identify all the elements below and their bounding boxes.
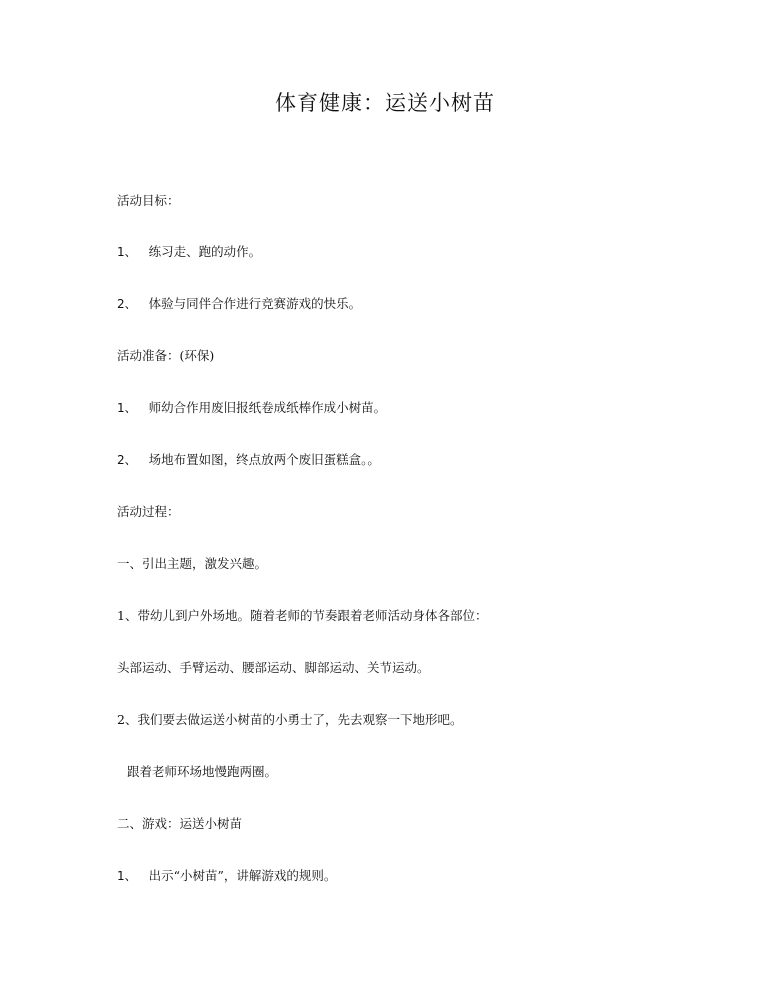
prep-item-2 [117, 451, 380, 469]
goal-item-2-text: 体验与同伴合作进行竞赛游戏的快乐。 [148, 296, 362, 311]
prep-item-2-text: 场地布置如图，终点放两个废旧蛋糕盒。。 [148, 452, 380, 467]
goal-item-2-number: 2、 [117, 297, 137, 311]
step-1-heading: 一、引出主题，激发兴趣。 [117, 556, 268, 571]
step-1-item-2: 2、我们要去做运送小树苗的小勇士了，先去观察一下地形吧。 [117, 712, 463, 727]
goal-item-1-text: 练习走、跑的动作。 [148, 244, 262, 259]
step-2-item-1 [117, 867, 336, 885]
step-2-heading: 二、游戏：运送小树苗 [117, 816, 243, 831]
step-1-item-2-continuation: 跟着老师环场地慢跑两圈。 [127, 764, 278, 779]
prep-item-2-number: 2、 [117, 453, 137, 467]
process-heading: 活动过程： [117, 504, 180, 519]
goal-item-2 [117, 295, 361, 313]
prep-item-1 [117, 399, 386, 417]
step-2-item-1-number: 1、 [117, 869, 137, 883]
page-title: 体育健康：运送小树苗 [275, 91, 495, 115]
step-1-item-1: 1、带幼儿到户外场地。随着老师的节奏跟着老师活动身体各部位： [117, 608, 488, 623]
goals-heading: 活动目标： [117, 193, 180, 208]
goal-item-1 [117, 243, 261, 261]
goal-item-1-number: 1、 [117, 245, 137, 259]
prep-item-1-number: 1、 [117, 401, 137, 415]
prep-item-1-text: 师幼合作用废旧报纸卷成纸棒作成小树苗。 [148, 400, 387, 415]
step-2-item-1-text: 出示“小树苗”，讲解游戏的规则。 [148, 868, 337, 883]
step-1-item-1-continuation: 头部运动、手臂运动、腰部运动、脚部运动、关节运动。 [117, 660, 430, 675]
prep-heading: 活动准备：(环保) [117, 348, 215, 363]
